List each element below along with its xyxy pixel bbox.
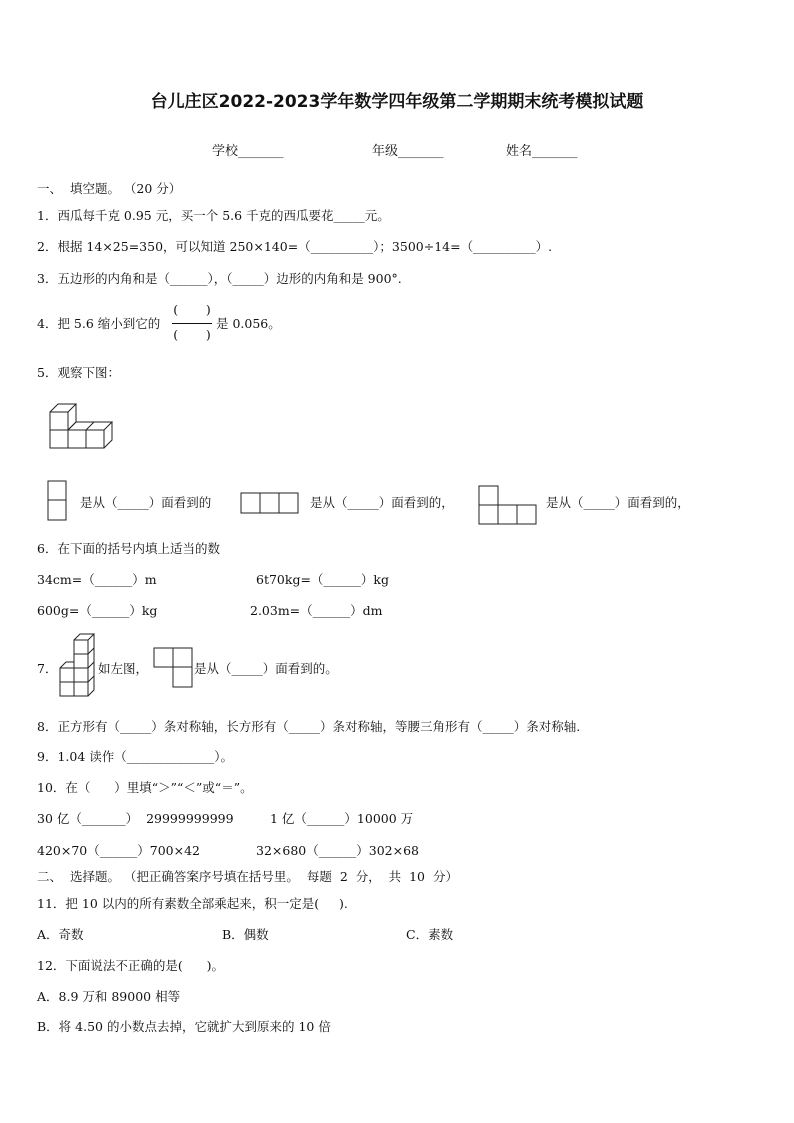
- q11-option-c: C．素数: [406, 927, 454, 942]
- question-11-stem: 11．把 10 以内的所有素数全部乘起来，积一定是( ).: [37, 896, 348, 911]
- q10-item-1: 30 亿（_______） 29999999999: [37, 811, 234, 826]
- fraction-denominator: ( ): [173, 327, 211, 342]
- question-7-number: 7．: [37, 661, 58, 676]
- name-field: 姓名_______: [506, 144, 578, 159]
- question-9: 9．1.04 读作（______________）。: [37, 749, 234, 764]
- question-4-fraction: [170, 300, 214, 346]
- school-field: 学校_______: [212, 144, 284, 159]
- q12-option-a: A．8.9 万和 89000 相等: [37, 989, 181, 1004]
- fraction-numerator: ( ): [173, 302, 211, 317]
- q12-option-b: B．将 4.50 的小数点去掉，它就扩大到原来的 10 倍: [37, 1019, 331, 1034]
- section-2-heading: 二、 选择题。 （把正确答案序号填在括号里。 每题 2 分， 共 10 分）: [37, 869, 458, 884]
- q7-end-text: 是从（_____）面看到的。: [194, 661, 338, 676]
- q10-item-4: 32×680（______）302×68: [256, 843, 419, 858]
- question-4-prefix: 4．把 5.6 缩小到它的: [37, 316, 161, 331]
- section-1-heading: 一、 填空题。 （20 分）: [37, 181, 182, 196]
- question-8: 8．正方形有（_____）条对称轴，长方形有（_____）条对称轴，等腰三角形有（_____）条对称轴.: [37, 719, 581, 734]
- q10-item-2: 1 亿（______）10000 万: [270, 811, 414, 826]
- q7-mid-text: 如左图，: [98, 661, 149, 676]
- q7-view-figure: [152, 646, 194, 690]
- q6-item-4: 2.03m=（______）dm: [250, 603, 383, 618]
- q10-item-3: 420×70（______）700×42: [37, 843, 200, 858]
- q5-view-b-label: 是从（_____）面看到的，: [310, 495, 454, 510]
- question-10-title: 10．在（ ）里填“＞”“＜”或“＝”。: [37, 780, 253, 795]
- q5-view-a-label: 是从（_____）面看到的: [80, 495, 212, 510]
- q5-view-b: [240, 490, 302, 516]
- q5-cube-figure: [46, 400, 122, 454]
- fraction-bar: [172, 323, 212, 324]
- q6-item-3: 600g=（______）kg: [37, 603, 158, 618]
- q6-item-1: 34cm=（______）m: [37, 572, 157, 587]
- question-4-suffix: 是 0.056。: [216, 316, 281, 331]
- question-1: 1．西瓜每千克 0.95 元，买一个 5.6 千克的西瓜要花_____元。: [37, 208, 390, 223]
- question-12-stem: 12．下面说法不正确的是( )。: [37, 958, 225, 973]
- page-title: 台儿庄区2022-2023学年数学四年级第二学期期末统考模拟试题: [150, 92, 644, 112]
- question-6-title: 6．在下面的括号内填上适当的数: [37, 541, 220, 556]
- q5-view-c-label: 是从（_____）面看到的，: [546, 495, 690, 510]
- q7-stack-figure: [56, 632, 100, 704]
- q11-option-b: B．偶数: [222, 927, 269, 942]
- grade-field: 年级_______: [372, 144, 444, 159]
- question-2: 2．根据 14×25=350，可以知道 250×140=（__________）；3500÷14=（__________）.: [37, 239, 553, 254]
- q6-item-2: 6t70kg=（______）kg: [256, 572, 390, 587]
- q11-option-a: A．奇数: [37, 927, 84, 942]
- question-5-title: 5．观察下图：: [37, 365, 120, 380]
- question-3: 3．五边形的内角和是（______），（_____）边形的内角和是 900°.: [37, 271, 402, 286]
- q5-view-c: [476, 484, 540, 528]
- q5-view-a: [46, 479, 70, 523]
